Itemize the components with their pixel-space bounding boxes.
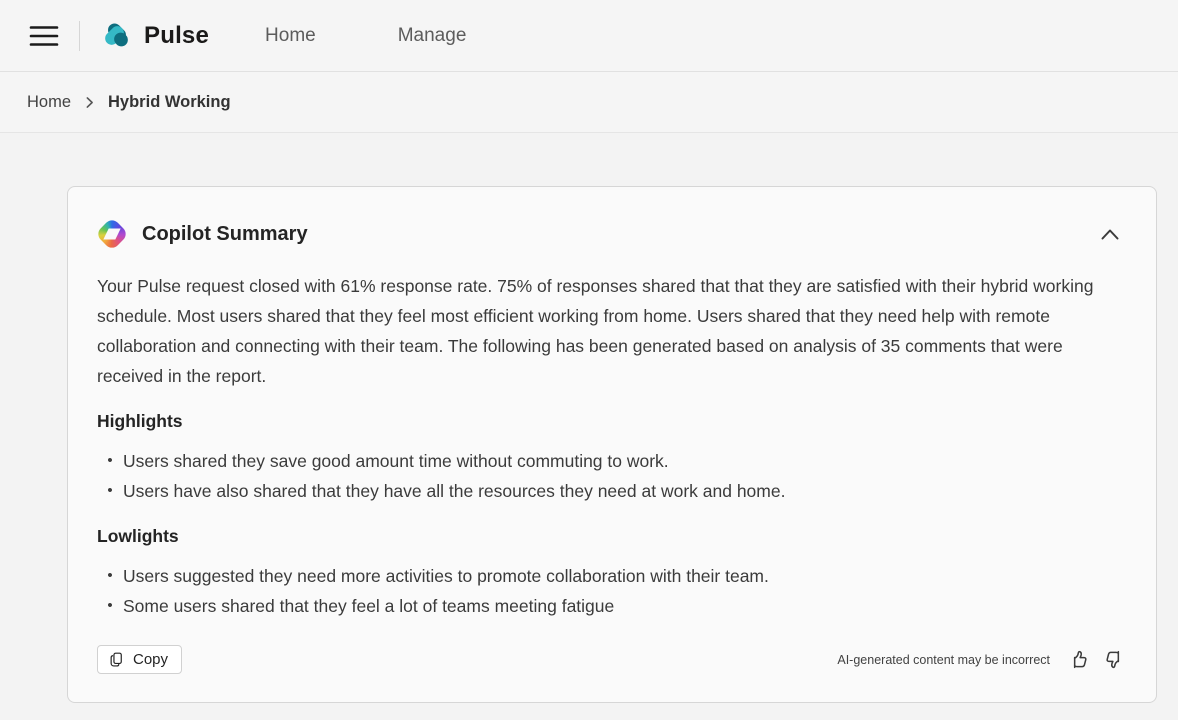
- copy-button[interactable]: [97, 645, 182, 674]
- list-item-text: Users have also shared that they have all the resources they need at work and home.: [123, 481, 786, 501]
- list-item-text: Users suggested they need more activities to promote collaboration with their team.: [123, 566, 769, 586]
- thumb-down-icon: [1103, 648, 1126, 671]
- list-item: [97, 446, 1126, 476]
- card-title: Copilot Summary: [142, 222, 308, 245]
- bullet-dot: •: [107, 452, 113, 469]
- breadcrumb-home-link[interactable]: Home: [27, 92, 72, 111]
- copy-icon: [108, 651, 125, 668]
- breadcrumb: [0, 72, 1178, 133]
- card-footer: [97, 645, 1126, 674]
- top-nav-bar: [0, 0, 1178, 72]
- breadcrumb-current-page: Hybrid Working: [108, 92, 231, 111]
- bullet-dot: •: [107, 567, 113, 584]
- thumb-up-button[interactable]: [1067, 648, 1090, 671]
- chevron-right-icon: [83, 96, 96, 109]
- list-item-text: Some users shared that they feel a lot of teams meeting fatigue: [123, 596, 615, 616]
- list-item: [97, 561, 1126, 591]
- nav-item-home[interactable]: Home: [265, 24, 316, 46]
- card-header: [97, 219, 1126, 249]
- highlights-heading: Highlights: [97, 411, 183, 431]
- lowlights-list: [97, 561, 1126, 621]
- lowlights-heading: Lowlights: [97, 526, 179, 546]
- brand-name: Pulse: [144, 21, 210, 49]
- collapse-button[interactable]: [1094, 221, 1126, 247]
- list-item-text: Users shared they save good amount time without commuting to work.: [123, 451, 669, 471]
- hamburger-menu-icon: [29, 24, 59, 48]
- thumb-up-icon: [1067, 648, 1090, 671]
- ai-disclaimer: AI-generated content may be incorrect: [837, 652, 1050, 667]
- hamburger-menu-button[interactable]: [27, 20, 61, 52]
- main-content: [0, 133, 1178, 703]
- list-item: [97, 591, 1126, 621]
- nav-item-manage[interactable]: Manage: [397, 24, 467, 46]
- topbar-divider: [79, 21, 80, 51]
- copy-button-label: Copy: [133, 651, 169, 668]
- top-nav: [265, 25, 466, 47]
- thumb-down-button[interactable]: [1103, 648, 1126, 671]
- bullet-dot: •: [107, 482, 113, 499]
- copilot-summary-card: [67, 186, 1157, 703]
- list-item: [97, 476, 1126, 506]
- footer-right: [837, 648, 1126, 671]
- bullet-dot: •: [107, 597, 113, 614]
- summary-paragraph: Your Pulse request closed with 61% response rate. 75% of responses shared that that they are satisfied with their hybrid working schedule. Most users shared that they feel most efficient working from home. Users shared that they need help with remote collaboration and connecting with their team. The following has been generated based on analysis of 35 comments that were received in the report.: [97, 276, 1094, 386]
- copilot-logo-icon: [97, 219, 127, 249]
- highlights-list: [97, 446, 1126, 506]
- pulse-logo-icon: [98, 19, 132, 53]
- brand[interactable]: [98, 19, 209, 53]
- chevron-up-icon: [1098, 225, 1122, 243]
